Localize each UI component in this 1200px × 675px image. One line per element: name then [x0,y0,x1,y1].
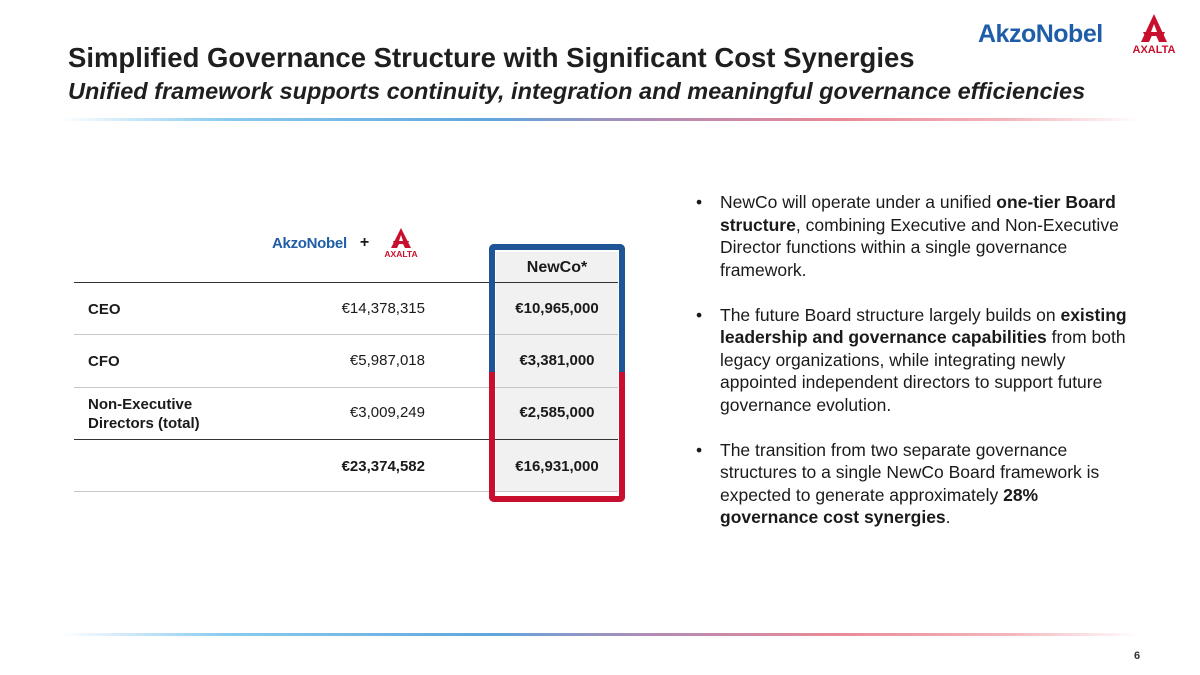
bullet-text: from both legacy organizations, while integrating newly appointed independent directors to support future governance evolution. [720,327,1126,415]
bullet-text: . [945,507,951,527]
row-label-non-executive-directors: Non-Executive Directors (total) [88,396,200,432]
newco-bracket-blue [489,244,625,380]
bullet-emphasis: 28% governance cost synergies [720,484,1039,527]
slide-title: Simplified Governance Structure with Significant Cost Synergies [68,42,915,73]
key-points-list [696,191,1136,551]
bullet-emphasis: existing leadership and governance capabilities [720,304,1127,347]
bullet-text: NewCo will operate under a unified [720,192,997,212]
cell-newco-cfo: €3,381,000 [519,352,595,369]
bullet-emphasis: one-tier Board structure [720,192,1116,235]
svg-text:AXALTA: AXALTA [1132,44,1176,56]
bottom-gradient-rule [60,633,1140,636]
page-number: 6 [1134,650,1141,662]
axalta-logo [1126,12,1182,56]
cell-current-ceo: €14,378,315 [341,300,425,317]
newco-column-header: NewCo* [526,259,588,276]
cell-current-total: €23,374,582 [341,458,425,475]
axalta-logo-small [380,227,422,259]
cell-newco-ned: €2,585,000 [519,404,595,421]
bullet-dot-icon: • [696,192,703,212]
cell-newco-total: €16,931,000 [515,458,599,475]
bullet-text: , combining Executive and Non-Executive Director functions within a single governance framework. [720,214,1119,280]
bullet-dot-icon: • [696,439,703,460]
cell-current-cfo: €5,987,018 [349,352,425,369]
bullet-item [696,439,1136,529]
slide-subtitle: Unified framework supports continuity, integration and meaningful governance efficiencies [68,78,1086,104]
top-gradient-rule [60,118,1140,121]
bullet-dot-icon: • [696,304,703,325]
akzonobel-logo: AkzoNobel [978,20,1103,48]
bullet-text: The transition from two separate governance structures to a single NewCo Board framework is expected to generate approximately [720,439,1100,505]
plus-sign: + [359,234,370,251]
bullet-item [696,304,1136,417]
cell-current-ned: €3,009,249 [349,404,425,421]
row-label-ceo: CEO [88,301,121,318]
cell-newco-ceo: €10,965,000 [515,300,599,317]
akzonobel-logo-small: AkzoNobel [272,234,347,252]
newco-bracket-red [489,372,625,502]
svg-text:AXALTA: AXALTA [384,249,418,259]
row-label-cfo: CFO [88,353,120,370]
table-logo-row [272,226,422,260]
bullet-item [696,191,1136,281]
bullet-text: The future Board structure largely builds on [720,304,1061,325]
